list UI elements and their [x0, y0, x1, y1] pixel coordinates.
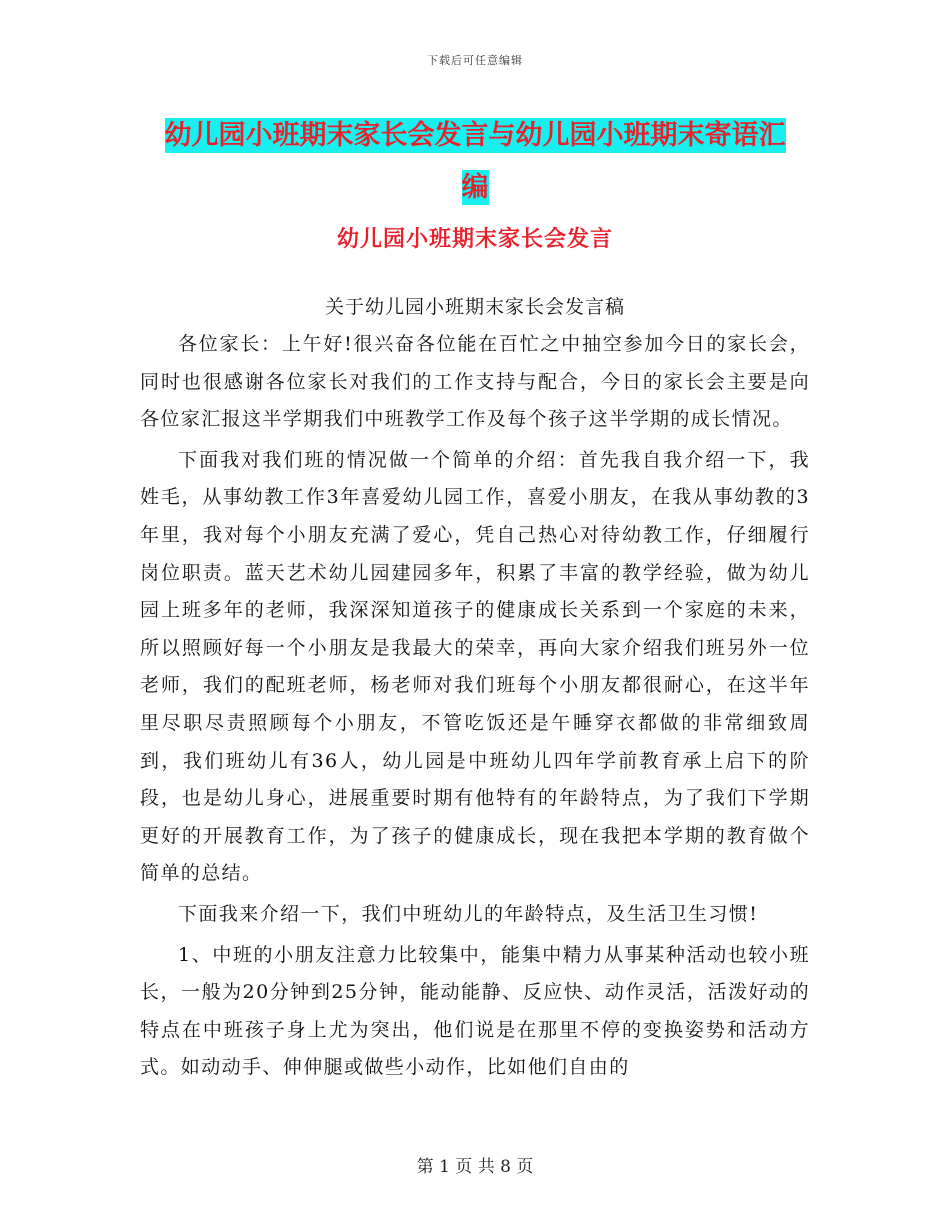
paragraph: 各位家长：上午好!很兴奋各位能在百忙之中抽空参加今日的家长会，同时也很感谢各位家长对我们的工作支持与配合，今日的家长会主要是向各位家汇报这半学期我们中班教学工作及每个孩子这半学期的成长情况。 [140, 333, 810, 431]
paragraph: 下面我对我们班的情况做一个简单的介绍：首先我自我介绍一下，我姓毛，从事幼教工作3年喜爱幼儿园工作，喜爱小朋友，在我从事幼教的3年里，我对每个小朋友充满了爱心，凭自己热心对待幼教工作，仔细履行岗位职责。蓝天艺术幼儿园建园多年，积累了丰富的教学经验，做为幼儿园上班多年的老师，我深深知道孩子的健康成长关系到一个家庭的未来，所以照顾好每一个小朋友是我最大的荣幸，再向大家介绍我们班另外一位老师，我们的配班老师，杨老师对我们班每个小朋友都很耐心，在这半年里尽职尽责照顾每个小朋友，不管吃饭还是午睡穿衣都做的非常细致周到，我们班幼儿有36人，幼儿园是中班幼儿四年学前教育承上启下的阶段，也是幼儿身心，进展重要时期有他特有的年龄特点，为了我们下学期更好的开展教育工作，为了孩子的健康成长，现在我把本学期的教育做个简单的总结。 [140, 448, 810, 885]
paragraph: 1、中班的小朋友注意力比较集中，能集中精力从事某种活动也较小班长，一般为20分钟到25分钟，能动能静、反应快、动作灵活，活泼好动的特点在中班孩子身上尤为突出，他们说是在那里不停的变换姿势和活动方式。如动动手、伸伸腿或做些小动作，比如他们自由的 [140, 943, 810, 1079]
page-header: 下载后可任意编辑 [427, 54, 523, 67]
section-subheading: 关于幼儿园小班期末家长会发言稿 [324, 296, 625, 318]
page-number: 第 1 页 共 8 页 [416, 1157, 534, 1177]
body-text [140, 326, 810, 1090]
paragraph: 下面我来介绍一下，我们中班幼儿的年龄特点，及生活卫生习惯! [178, 902, 759, 925]
document-title-line-1: 幼儿园小班期末家长会发言与幼儿园小班期末寄语汇 [164, 120, 786, 151]
section-heading: 幼儿园小班期末家长会发言 [336, 227, 613, 252]
document-title [140, 110, 810, 214]
document-title-line-2: 编 [461, 172, 489, 203]
